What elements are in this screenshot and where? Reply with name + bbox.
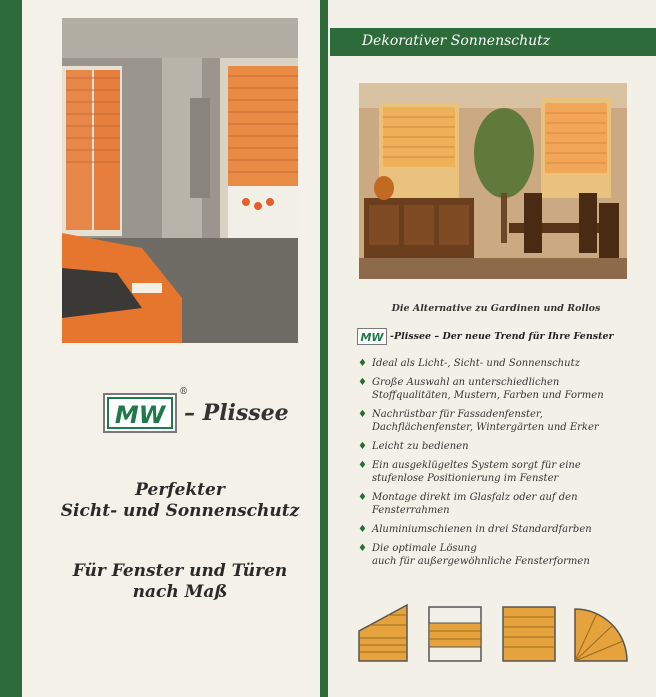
living-room-photo (62, 18, 298, 343)
feature-list (358, 357, 638, 574)
diamond-bullet-icon: ♦ (358, 441, 367, 452)
alternative-subtitle: Die Alternative zu Gardinen und Rollos (391, 303, 601, 314)
diamond-bullet-icon: ♦ (358, 524, 367, 535)
feature-item (358, 408, 638, 434)
mw-logo-text: MW (114, 401, 166, 429)
feature-line: Stoffqualitäten, Mustern, Farben und Formen (372, 390, 604, 401)
feature-item (358, 357, 638, 370)
feature-line: stufenlose Positionierung im Fenster (372, 473, 559, 484)
diamond-bullet-icon: ♦ (358, 543, 367, 554)
feature-line: Leicht zu bedienen (372, 441, 469, 452)
center-green-bar (320, 0, 328, 697)
feature-line: Ideal als Licht-, Sicht- und Sonnenschutz (372, 358, 580, 369)
mw-logo (103, 393, 177, 433)
trend-heading: -Plissee – Der neue Trend für Ihre Fenster (390, 331, 614, 342)
product-name: – Plissee (184, 400, 289, 426)
tagline-line-1: Perfekter (135, 480, 225, 500)
feature-line: auch für außergewöhnliche Fensterformen (372, 556, 590, 567)
section-title: Dekorativer Sonnenschutz (361, 33, 551, 49)
fan-shape-icon (575, 609, 627, 661)
feature-item (358, 542, 638, 568)
tagline-line-3: Für Fenster und Türen (72, 561, 288, 581)
feature-item (358, 459, 638, 485)
tagline-line-2: Sicht- und Sonnenschutz (60, 501, 300, 521)
rectangle-shape-icon (503, 607, 555, 661)
feature-line: Nachrüstbar für Fassadenfenster, (372, 409, 543, 420)
window-shapes (357, 603, 637, 663)
feature-item (358, 376, 638, 402)
feature-item (358, 491, 638, 517)
feature-line: Die optimale Lösung (372, 543, 477, 554)
feature-line: Aluminiumschienen in drei Standardfarben (372, 524, 592, 535)
diamond-bullet-icon: ♦ (358, 409, 367, 420)
trapezoid-shape-icon (359, 605, 407, 661)
feature-item (358, 440, 638, 453)
section-title-band (330, 28, 656, 56)
feature-line: Fensterrahmen (372, 505, 450, 516)
feature-line: Große Auswahl an unterschiedlichen (372, 377, 560, 388)
registered-mark: ® (179, 387, 188, 397)
diamond-bullet-icon: ♦ (358, 358, 367, 369)
diamond-bullet-icon: ♦ (358, 460, 367, 471)
mid-band-shape-icon (429, 607, 481, 661)
mw-logo-small (357, 328, 387, 345)
feature-line: Ein ausgeklügeltes System sorgt für eine (372, 460, 581, 471)
tagline-primary (40, 480, 320, 522)
feature-line: Montage direkt im Glasfalz oder auf den (372, 492, 578, 503)
dining-room-photo (359, 83, 627, 279)
feature-item (358, 523, 638, 536)
left-green-bar (0, 0, 22, 697)
tagline-secondary (40, 561, 320, 603)
tagline-line-4: nach Maß (132, 582, 228, 602)
diamond-bullet-icon: ♦ (358, 492, 367, 503)
feature-line: Dachflächenfenster, Wintergärten und Erker (372, 422, 599, 433)
diamond-bullet-icon: ♦ (358, 377, 367, 388)
mw-logo-small-text: MW (360, 331, 384, 344)
